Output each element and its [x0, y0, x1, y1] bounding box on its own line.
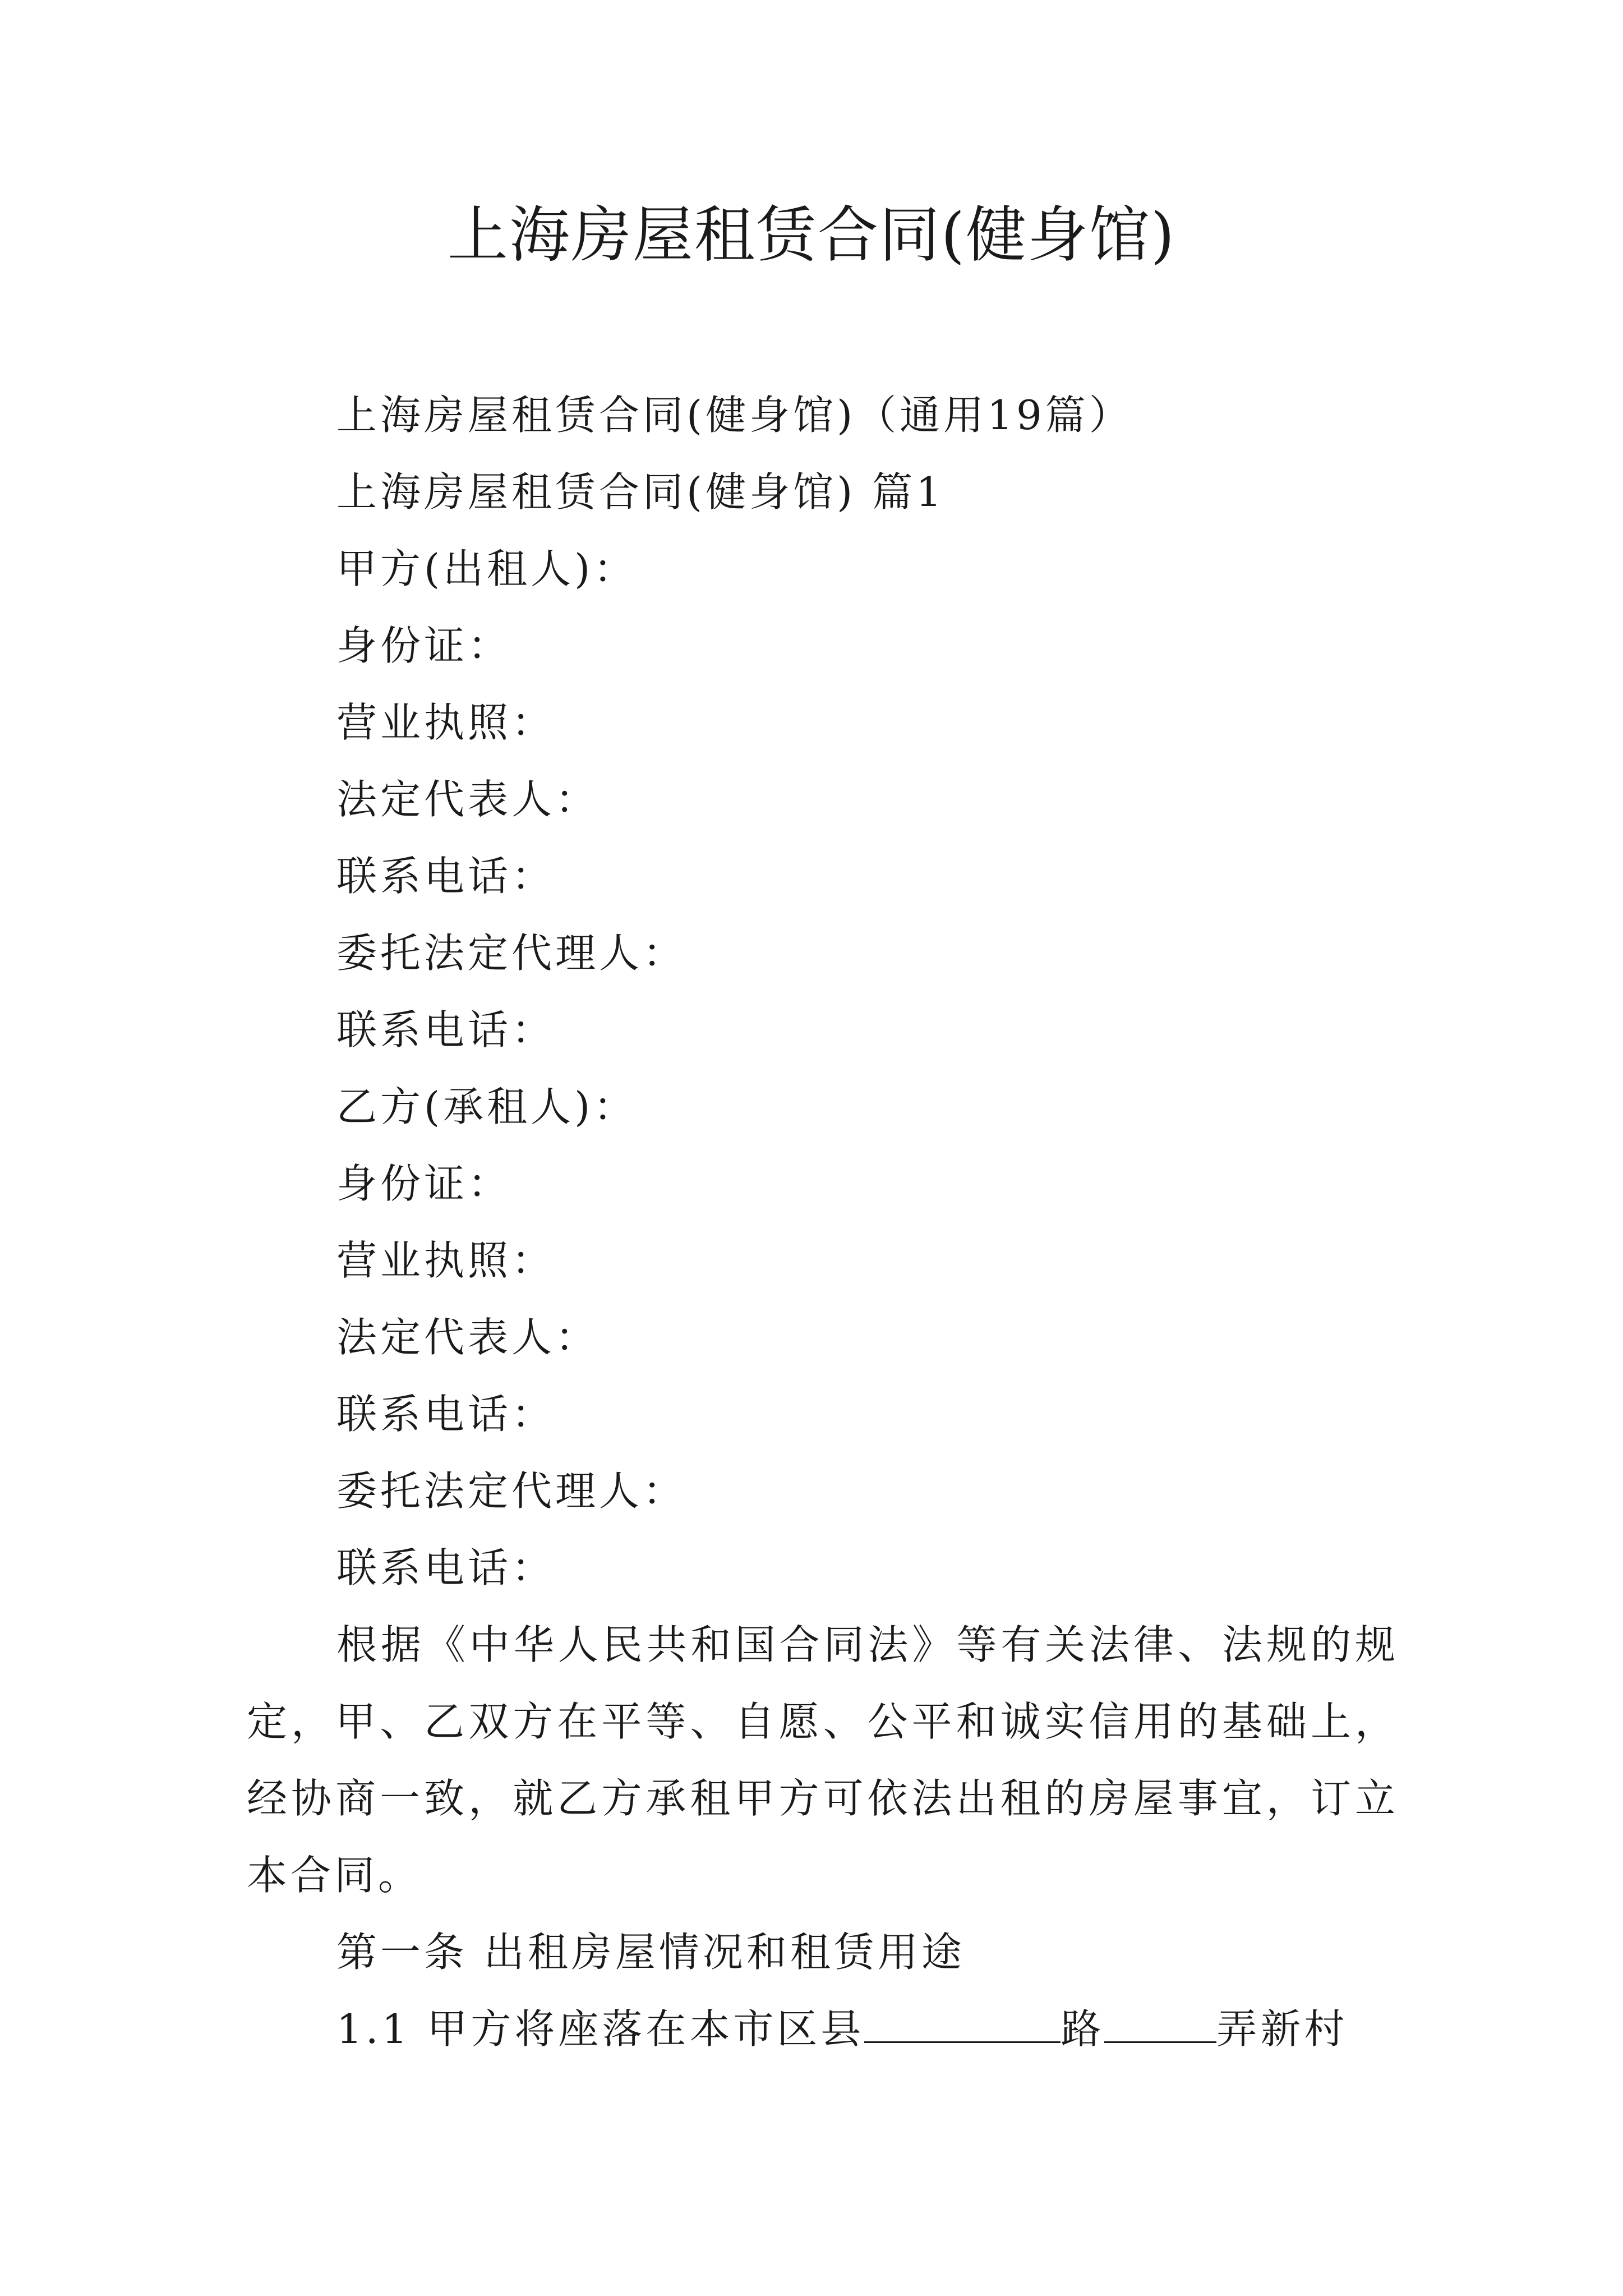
text-line: 委托法定代理人： — [336, 930, 687, 977]
document-title: 上海房屋租赁合同(健身馆) — [447, 200, 1176, 270]
article-heading: 第一条 出租房屋情况和租赁用途 — [336, 1929, 965, 1976]
text-line: 乙方(承租人)： — [336, 1083, 638, 1130]
text-line: 联系电话： — [336, 1006, 556, 1053]
preamble-paragraph: 根据《中华人民共和国合同法》等有关法律、法规的规定，甲、乙双方在平等、自愿、公平和诚实信用的基础上，经协商一致，就乙方承租甲方可依法出租的房屋事宜，订立本合同。 — [247, 1621, 1399, 1899]
text-line: 营业执照： — [336, 699, 556, 746]
text-line: 营业执照： — [336, 1237, 556, 1284]
text-line: 身份证： — [336, 1160, 512, 1207]
clause-mid: 路 — [1061, 2005, 1105, 2053]
text-line: 联系电话： — [336, 1391, 556, 1438]
text-line: 身份证： — [336, 622, 512, 669]
clause-suffix: 弄新村 — [1216, 2005, 1348, 2053]
text-line: 委托法定代理人： — [336, 1467, 687, 1515]
text-line: 联系电话： — [336, 853, 556, 900]
text-line: 上海房屋租赁合同(健身馆)（通用19篇） — [336, 392, 1133, 439]
clause-line — [247, 1991, 1399, 2068]
text-line: 法定代表人： — [336, 1314, 600, 1361]
fill-in-blank — [1104, 1999, 1216, 2043]
fill-in-blank — [864, 1999, 1061, 2043]
clause-prefix: 1.1 甲方将座落在本市区县 — [336, 2005, 865, 2053]
document-body — [247, 377, 1399, 2068]
text-line: 联系电话： — [336, 1544, 556, 1591]
text-line: 甲方(出租人)： — [336, 545, 638, 592]
text-line: 上海房屋租赁合同(健身馆) 篇1 — [336, 468, 945, 516]
text-line: 法定代表人： — [336, 776, 600, 823]
